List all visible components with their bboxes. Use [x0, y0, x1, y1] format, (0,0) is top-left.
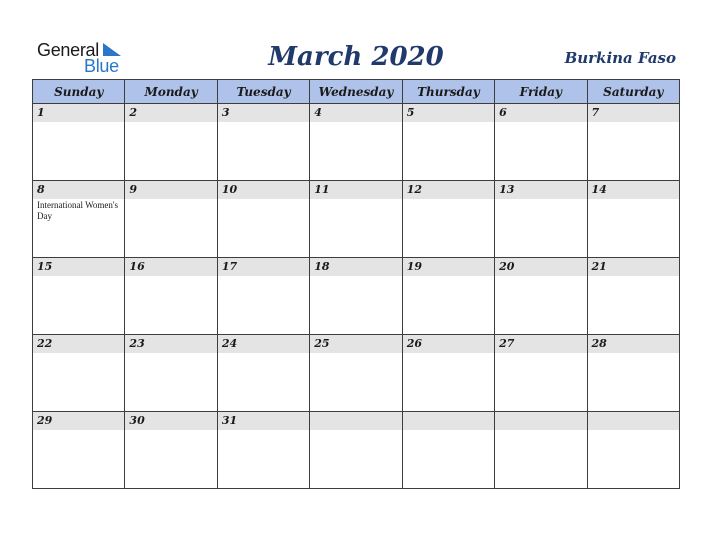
day-number: 2 [125, 104, 216, 122]
calendar-day-cell [495, 181, 587, 258]
day-number: 27 [495, 335, 586, 353]
calendar-day-cell [33, 258, 125, 335]
weekday-saturday: Saturday [587, 80, 679, 104]
day-number: 13 [495, 181, 586, 199]
day-number: 4 [310, 104, 401, 122]
day-number: 28 [588, 335, 679, 353]
day-number: 3 [218, 104, 309, 122]
calendar-day-cell [587, 335, 679, 412]
calendar-day-cell [217, 258, 309, 335]
calendar-day-cell [310, 335, 402, 412]
calendar-day-cell [310, 412, 402, 489]
day-number: 5 [403, 104, 494, 122]
calendar-day-cell [495, 335, 587, 412]
calendar-day-cell [402, 412, 494, 489]
day-number: 8 [33, 181, 124, 199]
calendar-day-cell [217, 335, 309, 412]
weekday-monday: Monday [125, 80, 217, 104]
month-calendar [32, 79, 680, 489]
calendar-day-cell [402, 258, 494, 335]
calendar-day-cell [310, 104, 402, 181]
day-number: 20 [495, 258, 586, 276]
day-number [310, 412, 401, 430]
calendar-day-cell [217, 412, 309, 489]
day-number: 6 [495, 104, 586, 122]
day-number [403, 412, 494, 430]
logo-text-general: General [37, 40, 99, 60]
holiday-label: International Women's Day [37, 200, 118, 221]
weekday-thursday: Thursday [402, 80, 494, 104]
calendar-day-cell [310, 258, 402, 335]
calendar-day-cell [587, 181, 679, 258]
day-number: 26 [403, 335, 494, 353]
calendar-day-cell [310, 181, 402, 258]
day-number: 12 [403, 181, 494, 199]
calendar-day-cell [587, 258, 679, 335]
calendar-day-cell [125, 335, 217, 412]
day-number: 23 [125, 335, 216, 353]
calendar-body [33, 104, 680, 489]
day-number: 11 [310, 181, 401, 199]
logo-text-blue: Blue [84, 56, 119, 76]
calendar-day-cell [217, 104, 309, 181]
day-number: 16 [125, 258, 216, 276]
calendar-day-cell [125, 104, 217, 181]
calendar-day-cell [587, 412, 679, 489]
day-number: 30 [125, 412, 216, 430]
calendar-week-row [33, 335, 680, 412]
weekday-friday: Friday [495, 80, 587, 104]
weekday-header-row [33, 80, 680, 104]
page-title: March 2020 [268, 42, 444, 72]
calendar-day-cell [587, 104, 679, 181]
day-number: 31 [218, 412, 309, 430]
calendar-day-cell [33, 181, 125, 258]
calendar-day-cell [33, 104, 125, 181]
calendar-day-cell [402, 181, 494, 258]
calendar-day-cell [125, 258, 217, 335]
weekday-wednesday: Wednesday [310, 80, 402, 104]
calendar-week-row [33, 412, 680, 489]
calendar-day-cell [495, 258, 587, 335]
day-number: 25 [310, 335, 401, 353]
calendar-day-cell [495, 412, 587, 489]
calendar-day-cell [125, 412, 217, 489]
day-number [588, 412, 679, 430]
day-number: 22 [33, 335, 124, 353]
calendar-day-cell [33, 412, 125, 489]
calendar-week-row [33, 258, 680, 335]
weekday-sunday: Sunday [33, 80, 125, 104]
day-number: 10 [218, 181, 309, 199]
calendar-week-row [33, 104, 680, 181]
day-number: 24 [218, 335, 309, 353]
day-number: 1 [33, 104, 124, 122]
calendar-day-cell [125, 181, 217, 258]
day-number: 17 [218, 258, 309, 276]
day-number: 15 [33, 258, 124, 276]
day-number: 21 [588, 258, 679, 276]
calendar-day-cell [402, 104, 494, 181]
day-number [495, 412, 586, 430]
day-number: 7 [588, 104, 679, 122]
calendar-day-cell [402, 335, 494, 412]
day-number: 9 [125, 181, 216, 199]
day-number: 18 [310, 258, 401, 276]
calendar-day-cell [217, 181, 309, 258]
country-name: Burkina Faso [564, 49, 676, 67]
weekday-tuesday: Tuesday [217, 80, 309, 104]
calendar-week-row [33, 181, 680, 258]
day-number: 29 [33, 412, 124, 430]
calendar-day-cell [33, 335, 125, 412]
day-number: 19 [403, 258, 494, 276]
day-number: 14 [588, 181, 679, 199]
calendar-day-cell [495, 104, 587, 181]
